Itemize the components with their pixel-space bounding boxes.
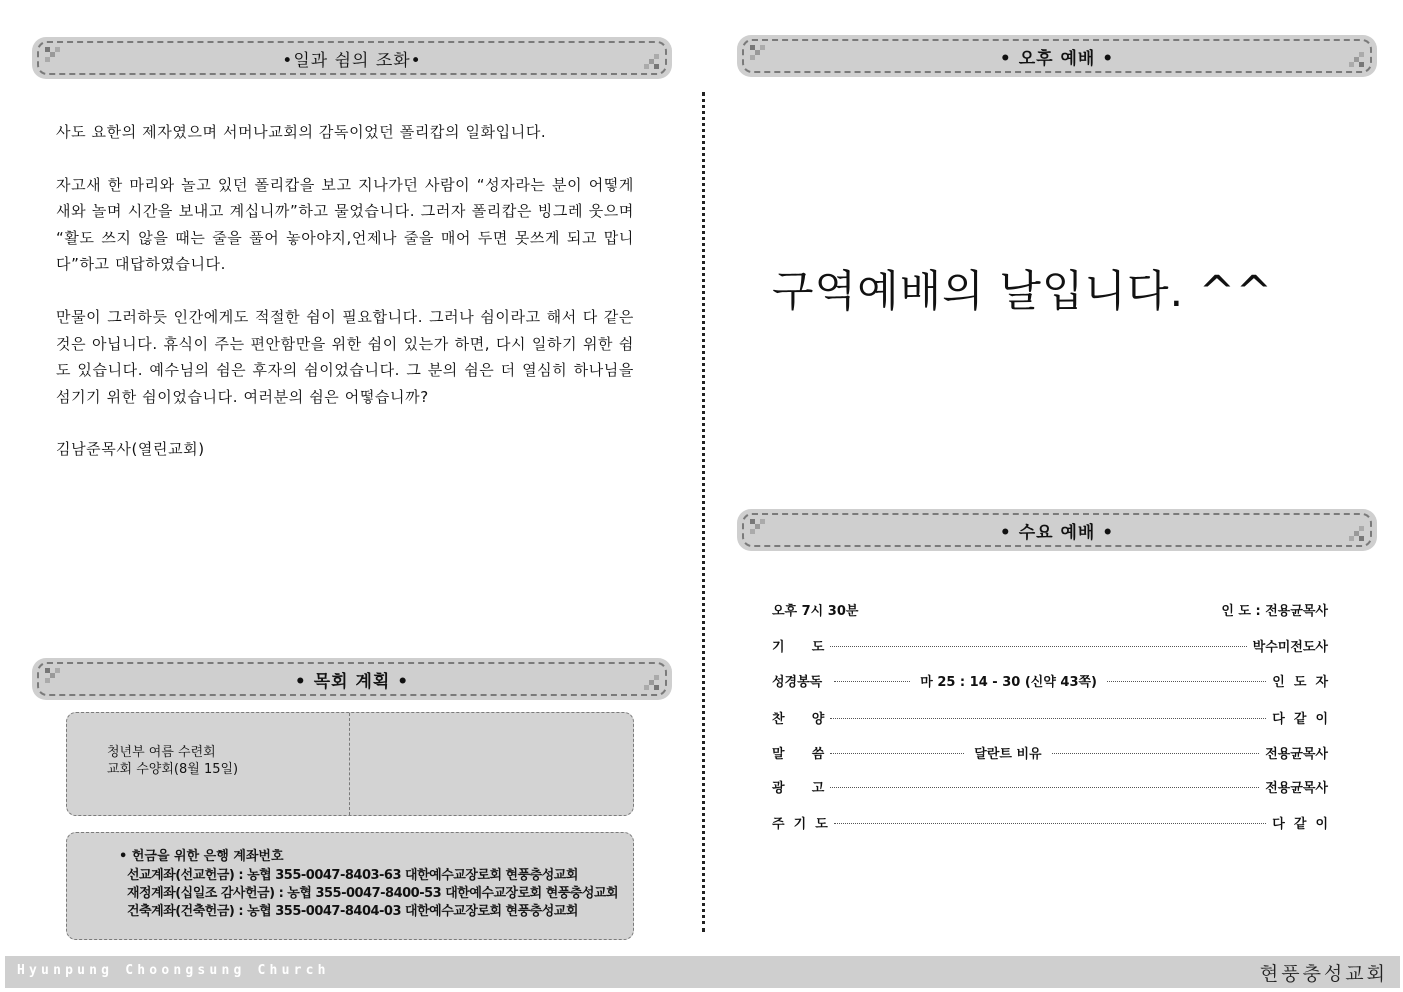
banner-title: •일과 쉼의 조화• [282, 50, 422, 71]
bank-accounts-title: • 헌금을 위한 은행 계좌번호 [119, 849, 284, 864]
service-row-label: 찬 양 [772, 711, 825, 727]
banner-title: • 수요 예배 • [999, 522, 1115, 543]
dotted-leader [830, 646, 1246, 647]
banner-frame [742, 39, 1372, 73]
column-divider [702, 92, 705, 932]
article-author: 김남준목사(열린교회) [56, 440, 205, 459]
article-body [56, 119, 634, 489]
service-header-row [772, 598, 1328, 620]
corner-pattern-icon [643, 674, 659, 690]
dotted-leader [1107, 681, 1266, 682]
service-row-person: 전용균목사 [1265, 780, 1328, 796]
service-row [772, 811, 1328, 833]
article-paragraph: 만물이 그러하듯 인간에게도 적절한 쉼이 필요합니다. 그러나 쉼이라고 해서 다 같은 것은 아닙니다. 휴식이 주는 편안함만을 위한 쉼이 있는가 하면, 다시 일하기 위한 쉼도 있습니다. 예수님의 쉼은 후자의 쉼이었습니다. 그 분의 쉼은 더 열심히 하나님을 섬기기 위한 쉼이었습니다. 여러분의 쉼은 어떻습니까? [56, 307, 634, 406]
dotted-leader [834, 681, 910, 682]
afternoon-notice: 구역예배의 날입니다. ^^ [772, 267, 1273, 317]
corner-pattern-icon [45, 47, 61, 63]
ministry-plan-list [107, 744, 238, 778]
service-row-person: 박수미전도사 [1252, 639, 1328, 655]
service-row-person: 인 도 자 [1272, 674, 1328, 690]
service-row-label: 성경봉독 [772, 674, 823, 690]
list-item: 교회 수양회(8월 15일) [107, 762, 239, 777]
banner-work-and-rest [32, 37, 672, 79]
service-row-detail: 마 25 : 14 - 30 (신약 43쪽) [920, 674, 1097, 690]
banner-wednesday-service [737, 509, 1377, 551]
article-paragraph: 자고새 한 마리와 놀고 있던 폴리캅을 보고 지나가던 사람이 “성자라는 분이 어떻게 새와 놀며 시간을 보내고 계십니까”하고 물었습니다. 그러자 폴리캅은 빙그레 웃으며 “활도 쓰지 않을 때는 줄을 풀어 놓아야지,언제나 줄을 매어 두면 못쓰게 되고 맙니다”하고 대답하였습니다. [56, 175, 634, 274]
list-item: 청년부 여름 수련회 [107, 745, 216, 760]
corner-pattern-icon [1348, 51, 1364, 67]
banner-title: • 목회 계획 • [294, 671, 410, 692]
bank-account-line: 건축계좌(건축헌금) : 농협 355-0047-8404-03 대한예수교장로회 현풍충성교회 [127, 904, 578, 919]
banner-title: • 오후 예배 • [999, 48, 1115, 69]
service-leader: 인 도 : 전용균목사 [1221, 603, 1328, 619]
dotted-leader [830, 787, 1259, 788]
service-row-label: 기 도 [772, 639, 825, 655]
bank-account-line: 선교계좌(선교헌금) : 농협 355-0047-8403-63 대한예수교장로회 현풍충성교회 [127, 868, 578, 883]
service-row-label: 주 기 도 [772, 816, 828, 832]
banner-frame [742, 513, 1372, 547]
dotted-leader [1052, 753, 1260, 754]
service-row [772, 634, 1328, 656]
banner-ministry-plan [32, 658, 672, 700]
service-row-label: 말 씀 [772, 746, 825, 762]
service-order [772, 598, 1328, 838]
service-row-detail: 달란트 비유 [974, 746, 1042, 762]
service-time: 오후 7시 30분 [772, 603, 859, 619]
bank-accounts-list [127, 867, 618, 921]
dotted-leader [834, 823, 1266, 824]
bank-account-line: 재정계좌(십일조 감사헌금) : 농협 355-0047-8400-53 대한예수교장로회 현풍충성교회 [127, 886, 619, 901]
corner-pattern-icon [643, 53, 659, 69]
dotted-leader [830, 753, 964, 754]
corner-pattern-icon [1348, 525, 1364, 541]
service-row-person: 다 같 이 [1272, 816, 1328, 832]
corner-pattern-icon [750, 45, 766, 61]
ministry-plan-box [66, 712, 634, 816]
dotted-leader [830, 718, 1266, 719]
footer-church-name-english: Hyunpung Choongsung Church [17, 963, 330, 978]
corner-pattern-icon [750, 519, 766, 535]
banner-frame [37, 662, 667, 696]
footer-church-name-korean: 현풍충성교회 [1259, 963, 1388, 985]
article-paragraph: 사도 요한의 제자였으며 서머나교회의 감독이었던 폴리캅의 일화입니다. [56, 123, 547, 141]
service-row [772, 741, 1328, 763]
service-row [772, 775, 1328, 797]
service-row-label: 광 고 [772, 780, 825, 796]
corner-pattern-icon [45, 668, 61, 684]
footer-bar [5, 956, 1400, 988]
service-row-person: 다 같 이 [1272, 711, 1328, 727]
banner-frame [37, 41, 667, 75]
banner-afternoon-service [737, 35, 1377, 77]
bank-accounts-box [66, 832, 634, 940]
service-row [772, 669, 1328, 691]
service-row [772, 706, 1328, 728]
service-row-person: 전용균목사 [1265, 746, 1328, 762]
box-divider [349, 713, 350, 815]
